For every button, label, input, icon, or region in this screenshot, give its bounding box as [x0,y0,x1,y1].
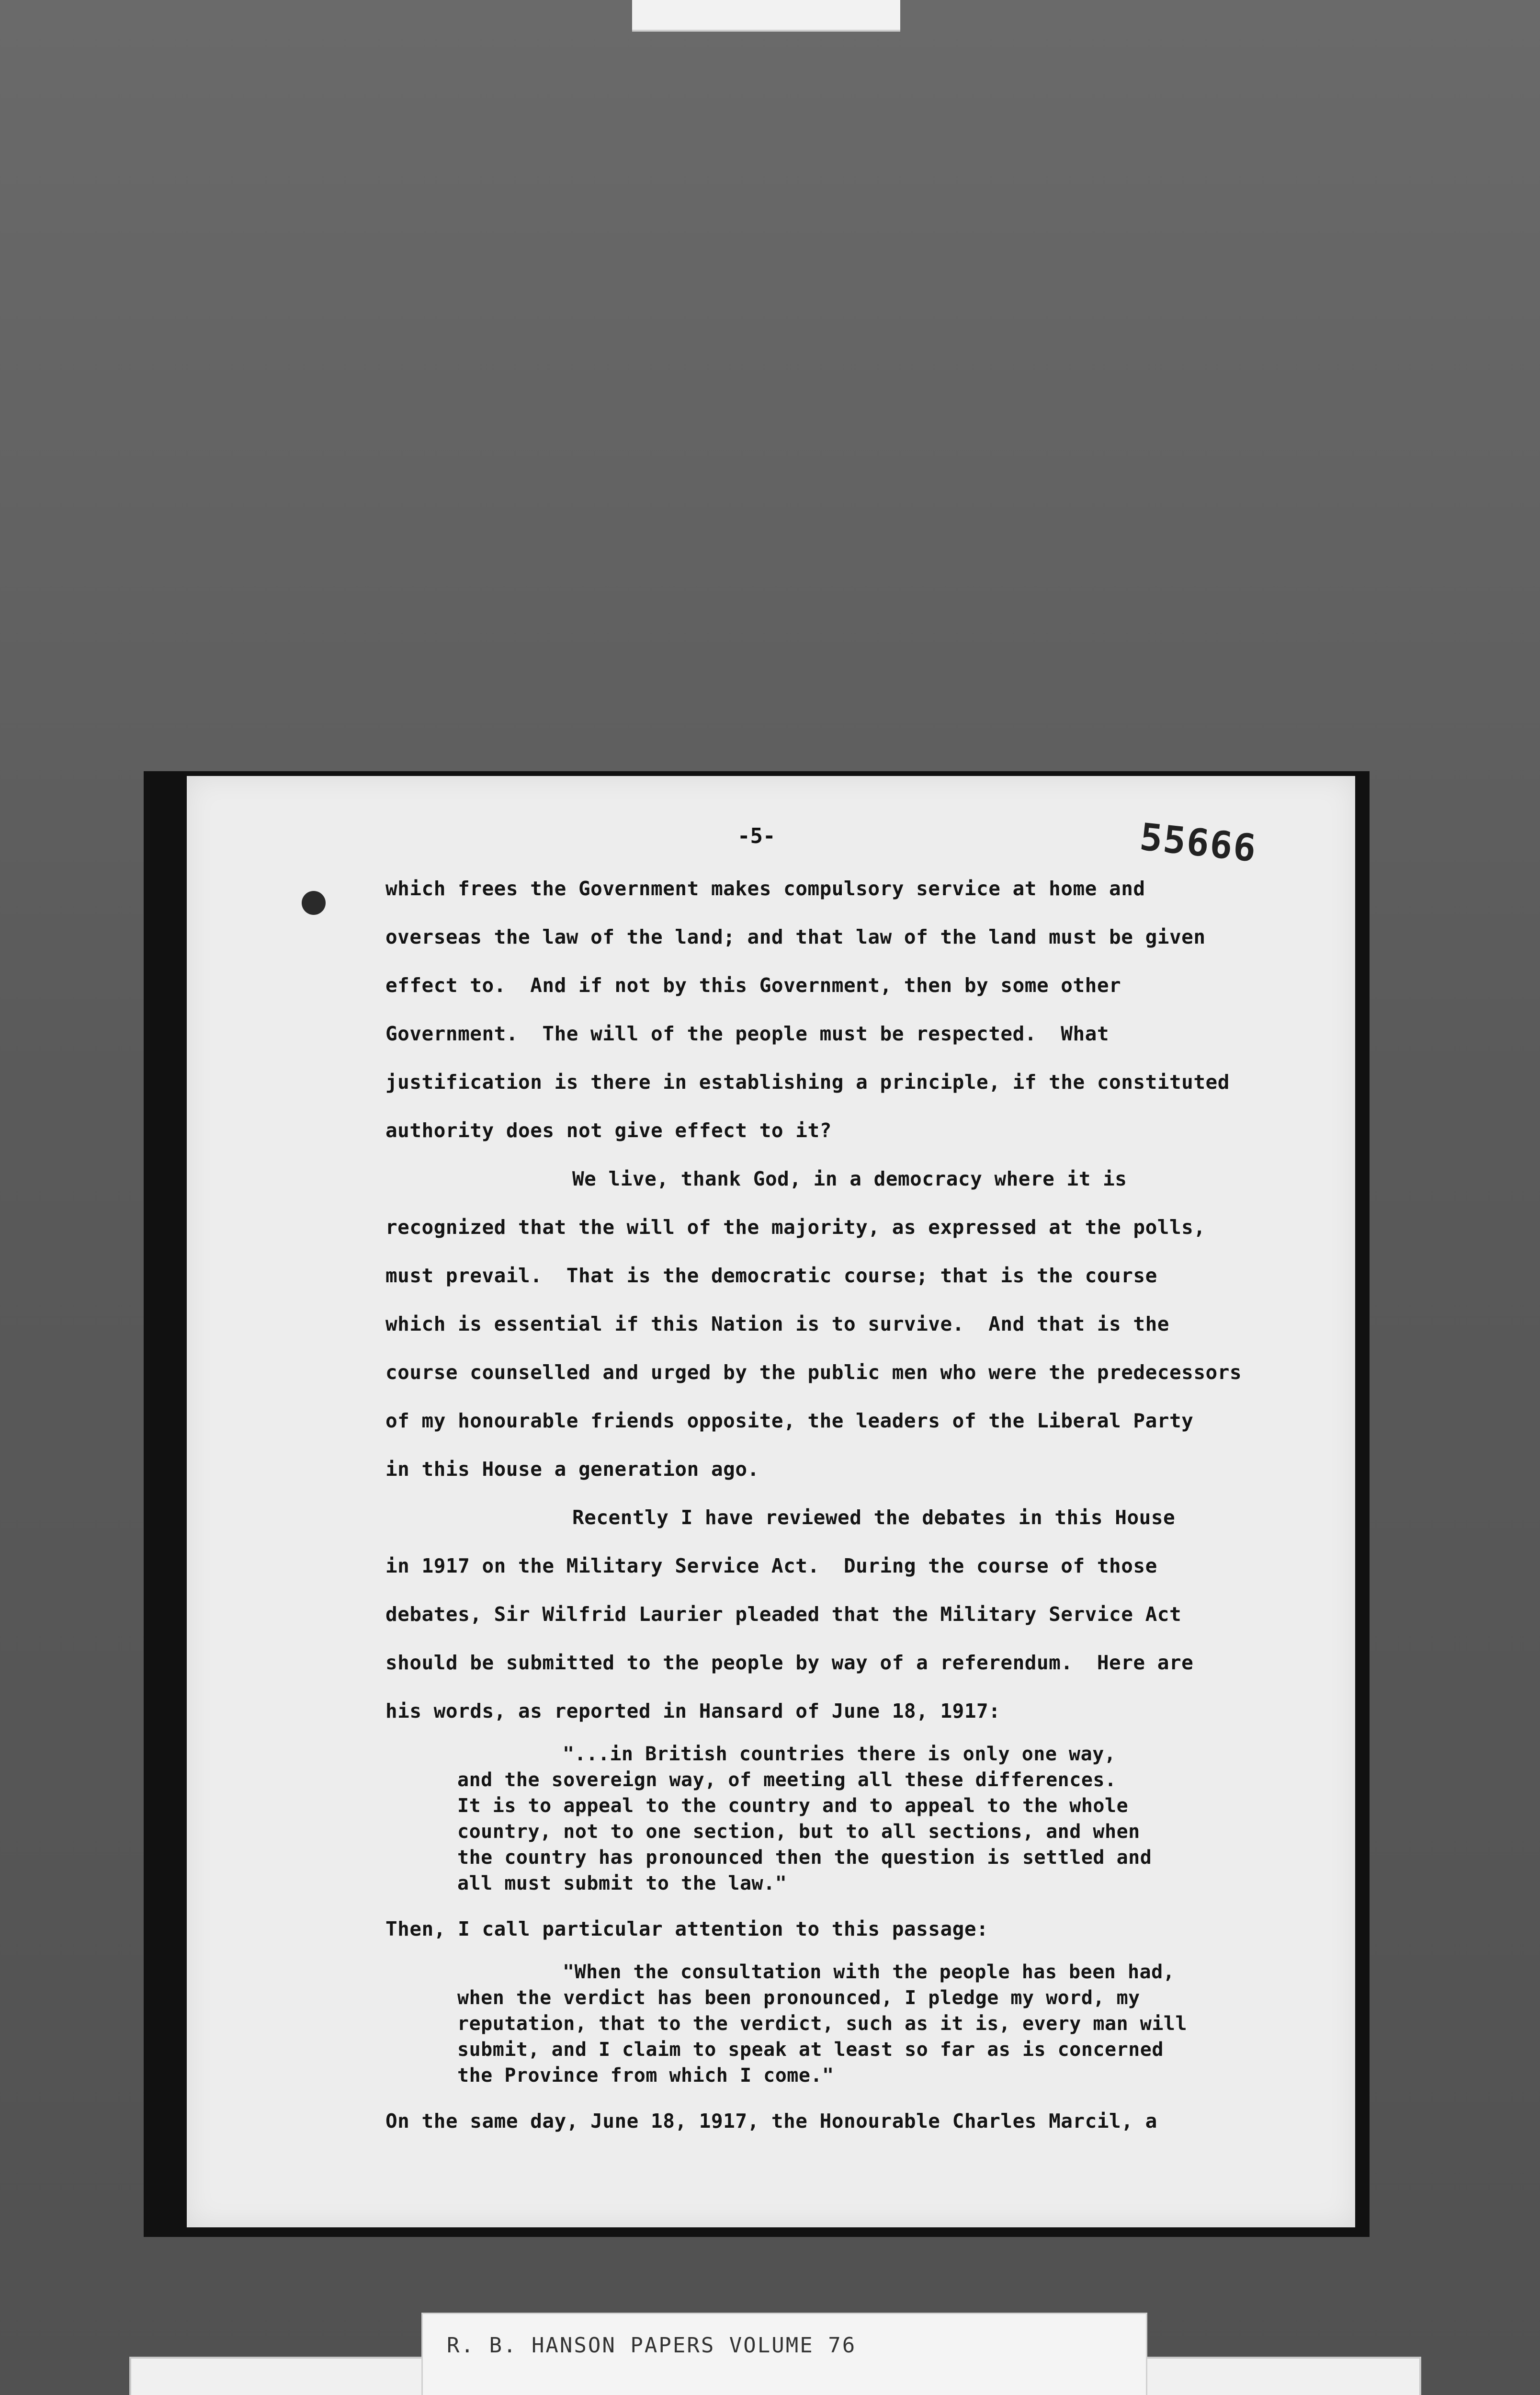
document-id-stamp: 55666 [1137,815,1259,871]
text-line: justification is there in establishing a principle, if the constituted [385,1071,1230,1094]
page-number: -5- [737,824,776,848]
text-line: must prevail. That is the democratic course; that is the course [385,1264,1157,1287]
text-line: Government. The will of the people must be respected. What [385,1022,1110,1045]
text-line: Recently I have reviewed the debates in this House [572,1506,1176,1529]
volume-label [421,2313,1147,2395]
text-line: effect to. And if not by this Government, then by some other [385,974,1121,997]
text-line: which is essential if this Nation is to survive. And that is the [385,1312,1169,1335]
paragraph-1 [385,865,1324,1155]
text-line: recognized that the will of the majority, as expressed at the polls, [385,1216,1206,1239]
document-body [385,865,1324,2145]
text-line: of my honourable friends opposite, the leaders of the Liberal Party [385,1409,1194,1432]
transition-line: Then, I call particular attention to this passage: [385,1917,989,1940]
quote-line: when the verdict has been pronounced, I pledge my word, my [457,1987,1140,2009]
paragraph-3 [385,1494,1324,1735]
quote-line: "When the consultation with the people has been had, [563,1961,1175,1983]
quote-line: submit, and I claim to speak at least so far as is concerned [457,2039,1164,2061]
text-line: debates, Sir Wilfrid Laurier pleaded that the Military Service Act [385,1603,1182,1626]
text-line: in this House a generation ago. [385,1458,759,1481]
quote-line: country, not to one section, but to all sections, and when [457,1821,1140,1843]
text-line: overseas the law of the land; and that law of the land must be given [385,925,1206,948]
quote-2 [385,1959,1324,2088]
punch-hole [302,891,326,915]
quote-line: the Province from which I come." [457,2064,834,2087]
text-line: authority does not give effect to it? [385,1119,832,1142]
text-line: which frees the Government makes compulsory service at home and [385,877,1145,900]
paragraph-2 [385,1155,1324,1494]
quote-line: reputation, that to the verdict, such as it is, every man will [457,2013,1188,2035]
volume-label-text: R. B. HANSON PAPERS VOLUME 76 [447,2333,857,2358]
text-line: should be submitted to the people by way of a referendum. Here are [385,1651,1194,1674]
quote-line: and the sovereign way, of meeting all these differences. [457,1769,1117,1791]
text-line: course counselled and urged by the public men who were the predecessors [385,1361,1242,1384]
text-line: his words, as reported in Hansard of June 18, 1917: [385,1699,1001,1722]
text-line: We live, thank God, in a democracy where it is [572,1167,1127,1190]
document-page [187,776,1355,2227]
quote-line: It is to appeal to the country and to appeal to the whole [457,1795,1129,1817]
quote-line: all must submit to the law." [457,1872,787,1894]
quote-1 [385,1741,1324,1896]
top-paper-tab [632,0,900,32]
text-line: in 1917 on the Military Service Act. During the course of those [385,1554,1157,1577]
quote-line: "...in British countries there is only one way, [563,1743,1116,1765]
quote-line: the country has pronounced then the question is settled and [457,1847,1152,1869]
closing-line: On the same day, June 18, 1917, the Honourable Charles Marcil, a [385,2110,1157,2133]
